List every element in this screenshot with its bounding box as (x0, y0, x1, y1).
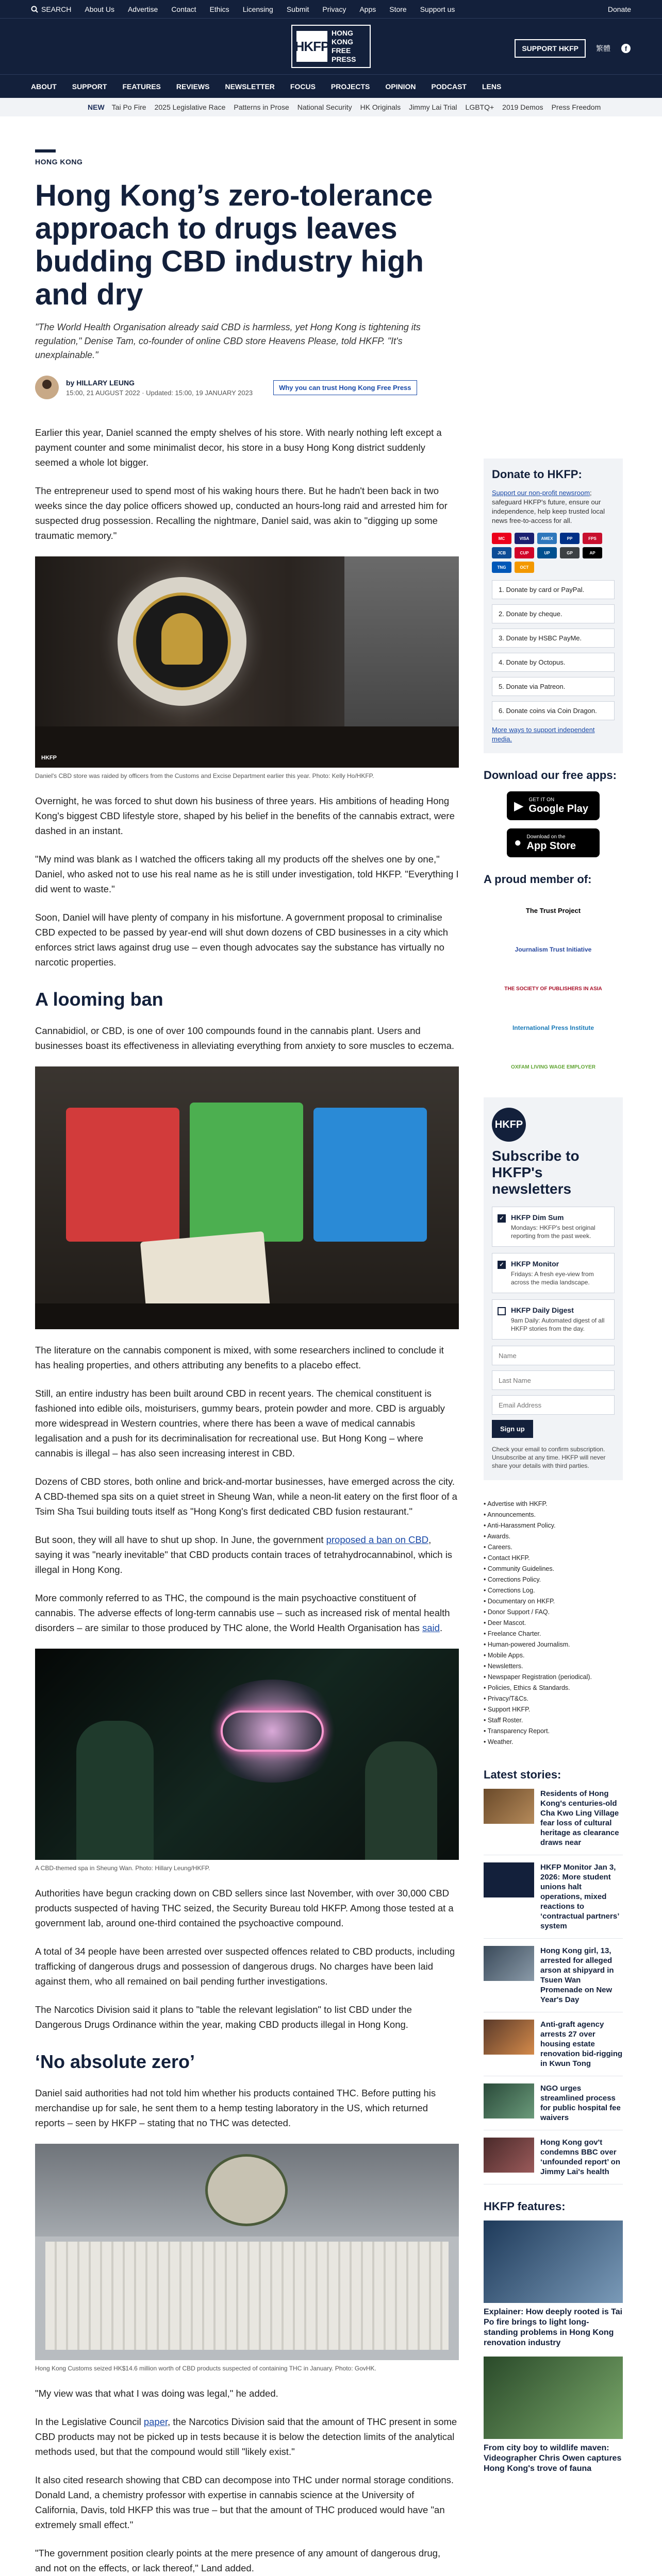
donate-box (484, 459, 623, 753)
google-play-button[interactable] (507, 791, 600, 820)
neon-sign (221, 1710, 324, 1752)
story-thumbnail (484, 1946, 534, 1981)
footer-link[interactable]: • Careers. (484, 1544, 512, 1551)
nav-features[interactable]: FEATURES (122, 82, 161, 91)
trust-project-logo[interactable]: The Trust Project (525, 906, 581, 914)
hkfp-links (484, 1496, 623, 1758)
paragraph: A total of 34 people have been arrested over suspected offences related to CBD products, including trafficking of dangerous drugs and possession of dangerous drugs. No charges have been laid against them, who all remained on bail pending further investigations. (35, 1946, 455, 1987)
paragraph: Dozens of CBD stores, both online and brick-and-mortar businesses, have emerged across the city. A CBD-themed spa sits on a quiet street in Sheung Wan, while a neon-lit eatery on the first floor of a Tsim Sha Tsui building touts itself as "Hong Kong's first dedicated CBD fusion restaurant." (35, 1476, 457, 1517)
newsletter-option-monitor[interactable]: ✓ HKFP Monitor Fridays: A fresh eye-view from across the media landscape. (492, 1253, 615, 1293)
mastercard-icon: MC (492, 533, 511, 544)
nav-support[interactable]: SUPPORT (72, 82, 107, 91)
feature-title: Explainer: How deeply rooted is Tai Po fire brings to light long-standing problems in Hong Kong renovation industry (484, 2308, 623, 2347)
list-item[interactable] (484, 1789, 623, 1855)
footer-link[interactable]: • Awards. (484, 1533, 511, 1540)
oxfam-logo[interactable]: OXFAM LIVING WAGE EMPLOYER (511, 1064, 595, 1070)
donate-text: Support our non-profit newsroom; safeguard HKFP's future, ensure our independence, help keep trusted local news free-to-access for all. (492, 489, 605, 524)
story-thumbnail (484, 2138, 534, 2173)
story-title: HKFP Monitor Jan 3, 2026: More student unions halt operations, mixed reactions to ‘contractual partners’ system (540, 1863, 619, 1930)
language-switch[interactable]: 繁體 (596, 44, 610, 53)
app-store-button[interactable] (507, 828, 600, 857)
footer-link[interactable]: • Announcements. (484, 1511, 536, 1518)
util-contact[interactable]: Contact (171, 5, 196, 13)
nav-focus[interactable]: FOCUS (290, 82, 316, 91)
payment-icons (492, 533, 615, 573)
photo-watermark: HKFP (41, 755, 57, 761)
paragraph: "My mind was blank as I watched the officers taking all my products off the shelves one by one," Daniel, who asked not to use his real name as he is still under investigation, told HKFP. "Everything I did went to waste." (35, 854, 459, 894)
trending-tags (0, 98, 662, 116)
paragraph: In the Legislative Council paper, the Narcotics Division said that the amount of THC present in some CBD products may not be picked up in tests because it is below the detection limits of the analytical methods used, but that the compound would still "likely exist." (35, 2416, 457, 2457)
donate-support-link[interactable]: Support our non-profit newsroom (492, 489, 590, 497)
nav-podcast[interactable]: PODCAST (431, 82, 467, 91)
util-privacy[interactable]: Privacy (322, 5, 346, 13)
footer-link[interactable]: • Deer Mascot. (484, 1619, 526, 1626)
feature-title: From city boy to wildlife maven: Videographer Chris Owen captures Hong Kong's trove of fauna (484, 2444, 622, 2473)
util-licensing[interactable]: Licensing (242, 5, 273, 13)
fps-icon: FPS (583, 533, 602, 544)
article-dates: 15:00, 21 AUGUST 2022 · Updated: 15:00, 19 JANUARY 2023 (66, 388, 253, 397)
paragraph: Still, an entire industry has been built around CBD in recent years. The chemical constituent is fashioned into edible oils, moisturisers, gummy bears, protein powder and more. CBD is arguably more widespread in Western countries, where there has been a wave of medical cannabis legalisation and a push for its decriminalisation for recreational use. But Hong Kong – where cannabis is illegal – has also seen increasing interest in CBD. (35, 1388, 445, 1459)
ban-proposal-link[interactable]: proposed a ban on CBD (326, 1534, 429, 1545)
donate-option[interactable]: 2. Donate by cheque. (492, 604, 615, 623)
donate-option[interactable]: 4. Donate by Octopus. (492, 653, 615, 672)
checkbox-checked-icon[interactable]: ✓ (498, 1214, 506, 1223)
tag-link[interactable]: 2019 Demos (502, 103, 543, 111)
byline-text (66, 379, 253, 397)
util-about[interactable]: About Us (85, 5, 114, 13)
paragraph: Soon, Daniel will have plenty of company in his misfortune. A government proposal to criminalise CBD expected to be passed by year-end will shut down dozens of CBD businesses in a city which enforces strict laws against drug use – even though advocates say the substance has virtually no narcotic properties. (35, 912, 449, 968)
unionpay-icon: UP (537, 547, 557, 558)
nav-about[interactable]: ABOUT (31, 82, 57, 91)
avatar (35, 376, 59, 399)
tag-link[interactable]: Tai Po Fire (111, 103, 146, 111)
more-ways-link[interactable]: More ways to support independent media. (492, 726, 595, 743)
footer-link[interactable]: • Staff Roster. (484, 1717, 523, 1724)
footer-link[interactable]: • Newsletters. (484, 1663, 523, 1670)
green-package (190, 1103, 303, 1242)
blue-package (313, 1108, 427, 1242)
util-advertise[interactable]: Advertise (127, 5, 158, 13)
newsletter-option-digest[interactable]: HKFP Daily Digest 9am Daily: Automated digest of all HKFP stories from the day. (492, 1299, 615, 1340)
google-play-text: GET IT ON Google Play (528, 797, 589, 815)
seized-photo[interactable] (35, 2144, 459, 2360)
members-box (484, 873, 623, 1082)
tag-link[interactable]: LGBTQ+ (465, 103, 494, 111)
tag-link[interactable]: Jimmy Lai Trial (409, 103, 457, 111)
red-package (66, 1108, 179, 1242)
util-apps[interactable]: Apps (359, 5, 376, 13)
logo-mark: HKFP (296, 31, 327, 62)
masthead (0, 19, 662, 74)
feature-thumbnail (484, 2221, 623, 2303)
tag-link[interactable]: National Security (297, 103, 352, 111)
tag-link[interactable]: Patterns in Prose (234, 103, 289, 111)
name-field[interactable] (492, 1346, 615, 1365)
sopa-logo[interactable]: THE SOCIETY OF PUBLISHERS IN ASIA (504, 986, 602, 992)
donate-option[interactable]: 3. Donate by HSBC PayMe. (492, 629, 615, 648)
apps-title: Download our free apps: (484, 769, 617, 782)
story-thumbnail (484, 1862, 534, 1897)
donate-option[interactable]: 1. Donate by card or PayPal. (492, 580, 615, 599)
story-title: Residents of Hong Kong's centuries-old Cha Kwo Ling Village fear loss of cultural heritage as clearance draws near (540, 1789, 619, 1847)
paragraph: Earlier this year, Daniel scanned the empty shelves of his store. With nearly nothing left except a payment counter and some minimalist decor, his store in a busy Hong Kong district suddenly seemed a whole lot bigger. (35, 427, 442, 468)
util-ethics[interactable]: Ethics (209, 5, 229, 13)
nav-opinion[interactable]: OPINION (385, 82, 416, 91)
paragraph: But soon, they will all have to shut up shop. In June, the government proposed a ban on CBD, saying it was "nearly inevitable" that CBD products contain traces of tetrahydrocannabinol, which is illegal in Hong Kong. (35, 1534, 453, 1575)
story-thumbnail (484, 1789, 534, 1824)
nav-projects[interactable]: PROJECTS (330, 82, 370, 91)
feature-item[interactable] (484, 2357, 623, 2474)
store-photo[interactable] (35, 556, 459, 768)
footer-link[interactable]: • Community Guidelines. (484, 1565, 555, 1572)
customs-crest (205, 2154, 288, 2226)
section-heading: A looming ban (35, 989, 163, 1010)
octopus-icon: OCT (515, 562, 534, 573)
visa-icon: VISA (515, 533, 534, 544)
sidebar (484, 459, 623, 2482)
cup-icon: CUP (515, 547, 534, 558)
search-icon (31, 6, 38, 13)
section-heading: ‘No absolute zero’ (35, 2051, 195, 2072)
figure-store-raid (35, 556, 459, 780)
figure-caption: Hong Kong Customs seized HK$14.6 million worth of CBD products suspected of containing THC in January. Photo: GovHK. (35, 2365, 376, 2372)
apps-box (484, 769, 623, 857)
paragraph: More commonly referred to as THC, the compound is the main psychoactive constituent of cannabis. The adverse effects of long-term cannabis use – such as increased risk of mental health disorders – are similar to those produced by THC alone, the World Health Organisation has said. (35, 1592, 450, 1633)
paragraph: The literature on the cannabis component is mixed, with some researchers inclined to conclude it has healing properties, and others attributing any benefits to a placebo effect. (35, 1345, 444, 1370)
paragraph: Cannabidiol, or CBD, is one of over 100 compounds found in the cannabis plant. Users and businesses boast its effectiveness in alleviating everything from anxiety to sore muscles to eczema. (35, 1025, 455, 1051)
footer-link[interactable]: • Mobile Apps. (484, 1652, 525, 1659)
applepay-icon: AP (583, 547, 602, 558)
feature-item[interactable] (484, 2221, 623, 2348)
figure-caption: Daniel's CBD store was raided by officers from the Customs and Excise Department earlier this year. Photo: Kelly Ho/HKFP. (35, 772, 374, 779)
figure-seized (35, 2144, 459, 2372)
who-link[interactable]: said (422, 1622, 440, 1633)
main-nav (0, 74, 662, 98)
hkfp-features (484, 2200, 623, 2474)
story-thumbnail (484, 2020, 534, 2055)
paragraph: "The government position clearly points at the mere presence of any amount of dangerous drug, and not on the effects, or lack thereof," Land added. (35, 2548, 441, 2573)
list-item[interactable] (484, 2020, 623, 2076)
footer-link[interactable]: • Donor Support / FAQ. (484, 1608, 550, 1616)
gummies-photo[interactable] (35, 1066, 459, 1329)
nav-newsletter[interactable]: NEWSLETTER (225, 82, 275, 91)
tag-link[interactable]: 2025 Legislative Race (154, 103, 226, 111)
list-item[interactable] (484, 2083, 623, 2130)
footer-link[interactable]: • Contact HKFP. (484, 1554, 530, 1562)
footer-link[interactable]: • Newspaper Registration (periodical). (484, 1673, 592, 1681)
tng-icon: TNG (492, 562, 511, 573)
app-store-text: Download on the App Store (526, 834, 576, 852)
byline (35, 376, 459, 399)
newsletter-logo: HKFP (492, 1108, 526, 1142)
footer-link[interactable]: • Advertise with HKFP. (484, 1500, 548, 1507)
feature-thumbnail (484, 2357, 623, 2439)
nav-lens[interactable]: LENS (482, 82, 502, 91)
paragraph: Overnight, he was forced to shut down his business of three years. His ambitions of heading Hong Kong's biggest CBD lifestyle store, shaped by his belief in the benefits of the cannabis extract, were dashed in an instant. (35, 795, 455, 836)
signup-button[interactable]: Sign up (492, 1420, 533, 1438)
footer-link[interactable]: • Documentary on HKFP. (484, 1598, 555, 1605)
amex-icon: AMEX (537, 533, 557, 544)
checkbox-icon[interactable] (498, 1307, 506, 1315)
legco-paper-link[interactable]: paper (143, 2416, 168, 2427)
newsletter-note: Check your email to confirm subscription. Unsubscribe at any time. HKFP will never share your details with third parties. (492, 1446, 606, 1469)
footer-link[interactable]: • Policies, Ethics & Standards. (484, 1684, 570, 1691)
util-store[interactable]: Store (389, 5, 407, 13)
newsletter-box (484, 1097, 623, 1480)
list-item[interactable] (484, 1946, 623, 2012)
new-badge: NEW (88, 103, 105, 111)
spa-photo[interactable] (35, 1649, 459, 1860)
members-title: A proud member of: (484, 873, 592, 886)
footer-link[interactable]: • Support HKFP. (484, 1706, 531, 1713)
google-play-icon: ▶ (514, 799, 524, 813)
footer-link[interactable]: • Freelance Charter. (484, 1630, 541, 1637)
googlepay-icon: GP (560, 547, 580, 558)
site-header (0, 0, 662, 98)
footer-link[interactable]: • Corrections Log. (484, 1587, 535, 1594)
jti-logo[interactable]: Journalism Trust Initiative (515, 946, 592, 953)
latest-stories (484, 1768, 623, 2184)
jcb-icon: JCB (492, 547, 511, 558)
donate-option[interactable]: 6. Donate coins via Coin Dragon. (492, 701, 615, 720)
figure-spa (35, 1649, 459, 1872)
paragraph: The Narcotics Division said it plans to "table the relevant legislation" to list CBD under the Dangerous Drugs Ordinance within the year, making CBD products illegal in Hong Kong. (35, 2004, 412, 2030)
figure-caption: A CBD-themed spa in Sheung Wan. Photo: Hillary Leung/HKFP. (35, 1865, 210, 1872)
tag-link[interactable]: HK Originals (360, 103, 401, 111)
paragraph: Authorities have begun cracking down on CBD sellers since last November, with over 30,000 CBD products suspected of having THC seized, the Security Bureau told HKFP. Among those tested at a government lab, around one-third contained the psychoactive compound. (35, 1888, 454, 1928)
paragraph: Daniel said authorities had not told him whether his products contained THC. Before putting his merchandise up for sale, he sent them to a hemp testing laboratory in the US, which returned reports – seen by HKFP – stating that no THC was detected. (35, 2088, 436, 2128)
checkbox-checked-icon[interactable]: ✓ (498, 1261, 506, 1269)
article (35, 149, 459, 2576)
story-title: NGO urges streamlined process for public hospital fee waivers (540, 2084, 621, 2122)
footer-link[interactable]: • Anti-Harassment Policy. (484, 1522, 556, 1529)
tag-link[interactable]: Press Freedom (551, 103, 601, 111)
newsletter-option-dimsum[interactable]: ✓ HKFP Dim Sum Mondays: HKFP's best original reporting from the past week. (492, 1207, 615, 1247)
nav-reviews[interactable]: REVIEWS (176, 82, 210, 91)
footer-link[interactable]: • Weather. (484, 1738, 514, 1745)
logo-name: HONG KONG FREE PRESS (332, 29, 356, 63)
apple-icon: ● (514, 836, 522, 850)
paypal-icon: PP (560, 533, 580, 544)
facebook-icon[interactable] (621, 43, 631, 54)
last-name-field[interactable] (492, 1370, 615, 1390)
utility-bar (0, 0, 662, 19)
author-link[interactable]: by HILLARY LEUNG (66, 378, 135, 387)
story-title: Hong Kong gov't condemns BBC over ‘unfounded report’ on Jimmy Lai's health (540, 2138, 620, 2176)
story-thumbnail (484, 2083, 534, 2119)
footer-link[interactable]: • Privacy/T&Cs. (484, 1695, 529, 1702)
kicker-rule (35, 149, 56, 152)
latest-title: Latest stories: (484, 1768, 561, 1781)
story-title: Anti-graft agency arrests 27 over housing estate renovation bid-rigging in Kwun Tong (540, 2020, 623, 2068)
header-donate-link[interactable]: Donate (607, 5, 631, 13)
article-kicker[interactable]: HONG KONG (35, 158, 83, 166)
masthead-actions (515, 39, 631, 58)
features-title: HKFP features: (484, 2200, 566, 2213)
donate-title: Donate to HKFP: (492, 468, 582, 481)
figure-gummies (35, 1066, 459, 1329)
newsletter-title: Subscribe to HKFP's newsletters (492, 1148, 580, 1197)
article-title: Hong Kong’s zero-tolerance approach to drugs leaves budding CBD industry high and dry (35, 179, 433, 311)
util-search[interactable]: SEARCH (31, 5, 71, 13)
footer-link[interactable]: • Human-powered Journalism. (484, 1641, 570, 1648)
paragraph: The entrepreneur used to spend most of his waking hours there. But he hadn't been back in two weeks since the day police officers showed up, conducted an hours-long raid and arrested him for suspected drug possession. Recalling the nightmare, Daniel said, was akin to "digging up some traumatic memory." (35, 485, 448, 541)
list-item[interactable] (484, 1862, 623, 1939)
trust-button[interactable]: Why you can trust Hong Kong Free Press (273, 380, 417, 395)
footer-link[interactable]: • Corrections Policy. (484, 1576, 541, 1583)
support-hkfp-button[interactable]: SUPPORT HKFP (515, 39, 586, 58)
article-standfirst: "The World Health Organisation already said CBD is harmless, yet Hong Kong is tightening its regulation," Denise Tam, co-founder of online CBD store Heavens Please, told HKFP. "It's unexplainable." (35, 322, 421, 360)
paragraph: It also cited research showing that CBD can decompose into THC under normal storage conditions. Donald Land, a chemistry professor with expertise in cannabis science at the University of California, Davis, told HKFP this was true – but that the amount of THC produced would have "an extremely small effect." (35, 2475, 454, 2530)
hkfp-logo[interactable] (291, 25, 371, 68)
util-submit[interactable]: Submit (286, 5, 309, 13)
footer-link[interactable]: • Transparency Report. (484, 1727, 550, 1735)
ipi-logo[interactable]: International Press Institute (512, 1024, 594, 1031)
donate-option[interactable]: 5. Donate via Patreon. (492, 677, 615, 696)
paragraph: "My view was that what I was doing was legal," he added. (35, 2388, 278, 2399)
svg-text:f: f (624, 45, 627, 53)
story-title: Hong Kong girl, 13, arrested for alleged arson at shipyard in Tsuen Wan Promenade on New Year's Day (540, 1946, 614, 2004)
util-support[interactable]: Support us (420, 5, 455, 13)
seized-products (45, 2242, 449, 2350)
email-field[interactable] (492, 1395, 615, 1415)
list-item[interactable] (484, 2138, 623, 2184)
